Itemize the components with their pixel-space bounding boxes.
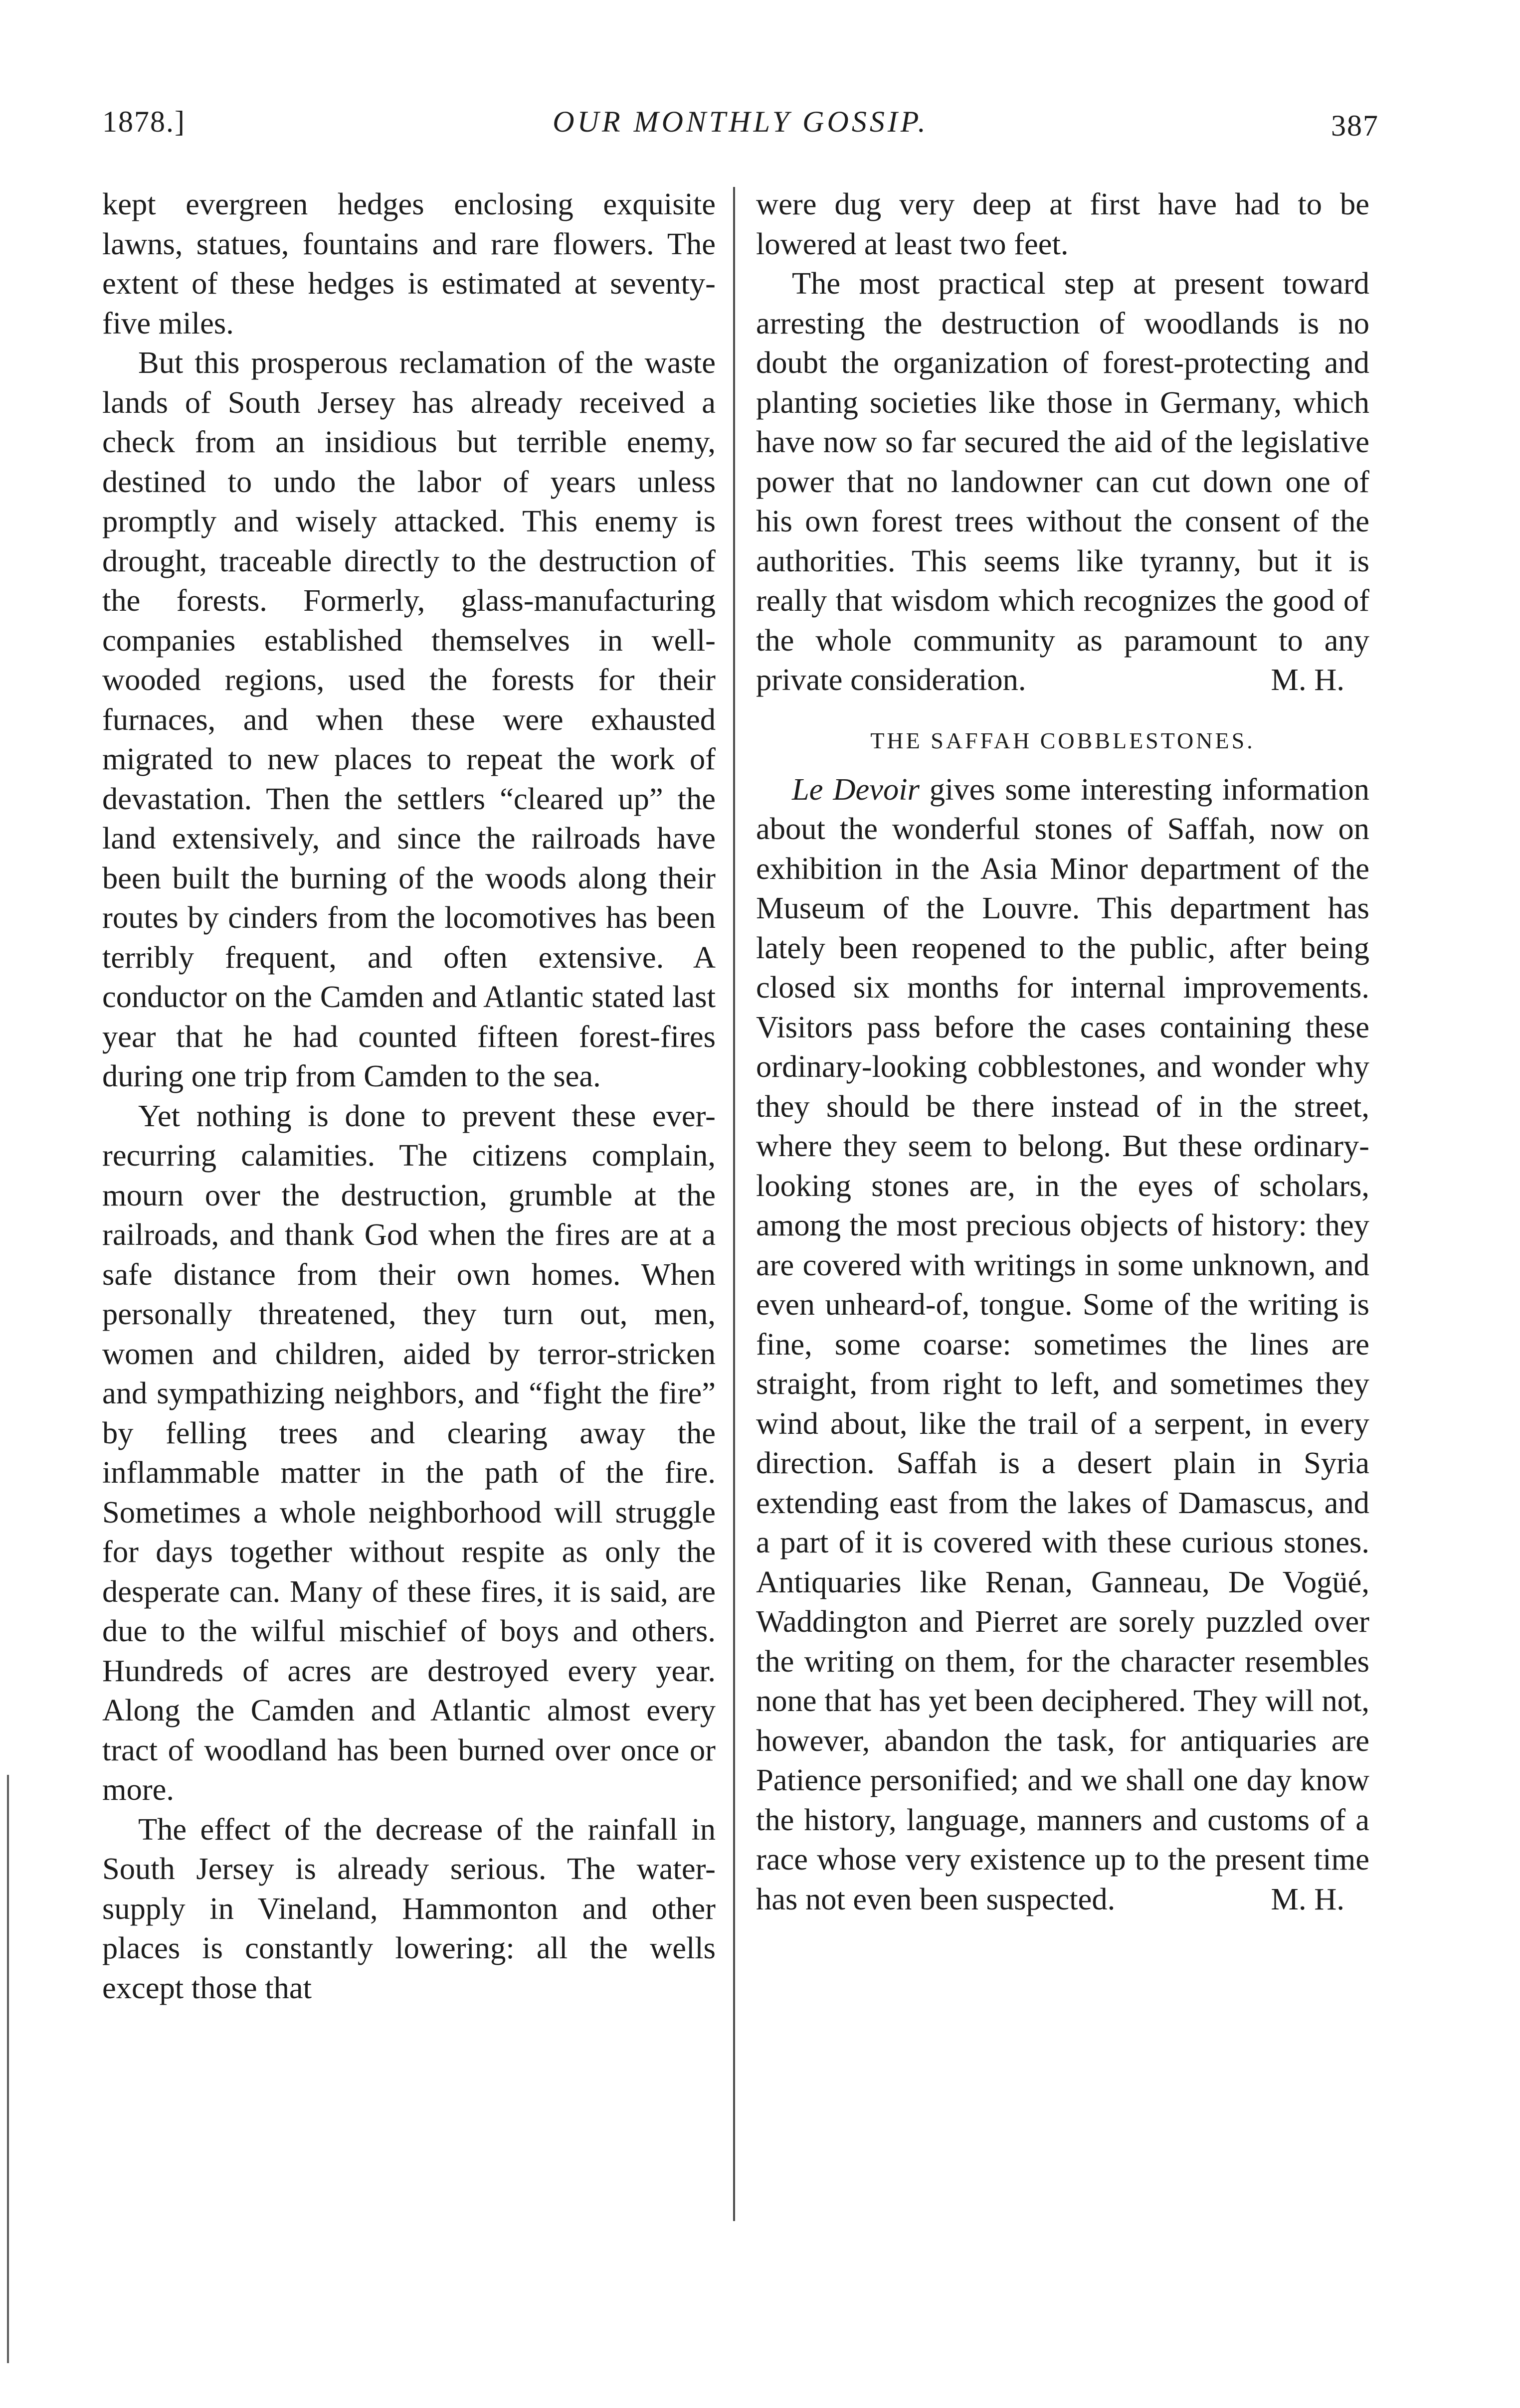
right-column xyxy=(756,184,1369,1919)
paragraph-continued: were dug very deep at first have had to be lowered at least two feet. xyxy=(756,186,1369,261)
paragraph-text: The most practical step at present toward arresting the destruction of woodlands is no doubt the organization of forest-protecting and planting societies like those in Germany, which have now so far secured the aid of the legislative power that no landowner can cut down one of his own forest trees without the consent of the authorities. This seems like tyranny, but it is really that wisdom which recognizes the good of the whole community as paramount to any private consideration. xyxy=(756,266,1369,697)
header-title: OUR MONTHLY GOSSIP. xyxy=(553,105,929,138)
left-column xyxy=(102,184,716,2008)
author-signature: M. H. xyxy=(1271,1881,1344,1916)
paragraph-text: gives some interesting information about the wonderful stones of Saffah, now on exhibition in the Asia Minor department of the Museum of the Louvre. This department has lately been reopened to the public, after being closed six months for internal improvements. Visitors pass before the cases containing these ordinary-looking cobblestones, and wonder why they should be there instead of in the street, where they seem to belong. But these ordinary-looking stones are, in the eyes of scholars, among the most precious objects of history: they are covered with writings in some unknown, and even unheard-of, tongue. Some of the writing is fine, some coarse: sometimes the lines are straight, from right to left, and sometimes they wind about, like the trail of a serpent, in every direction. Saffah is a desert plain in Syria extending east from the lakes of Damascus, and a part of it is covered with these curious stones. Antiquaries like Renan, Ganneau, De Vogüé, Waddington and Pierret are sorely puzzled over the writing on them, for the character resembles none that has yet been deciphered. They will not, however, abandon the task, for antiquaries are Patience personified; and we shall one day know the history, language, manners and customs of a race whose very existence up to the present time has not even been suspected. xyxy=(756,771,1369,1916)
publication-name: Le Devoir xyxy=(792,771,920,807)
paragraph: The effect of the decrease of the rainfall in South Jersey is already serious. The water-supply in Vineland, Hammonton and other places is constantly lowering: all the wells except those that xyxy=(102,1811,716,2005)
running-header xyxy=(102,105,1379,160)
paragraph-with-signature xyxy=(756,770,1369,1919)
column-divider xyxy=(733,187,735,2221)
section-heading: THE SAFFAH COBBLESTONES. xyxy=(870,727,1255,753)
binding-edge-line xyxy=(7,1775,9,2363)
paragraph-with-signature xyxy=(756,264,1369,700)
paragraph: But this prosperous reclamation of the waste lands of South Jersey has already received a check from an insidious but terrible enemy, destined to undo the labor of years unless promptly and wisely attacked. This enemy is drought, traceable directly to the destruction of the forests. Formerly, glass-manufacturing companies established themselves in well-wooded regions, used the forests for their furnaces, and when these were exhausted migrated to new places to repeat the work of devastation. Then the settlers “cleared up” the land extensively, and since the railroads have been built the burning of the woods along their routes by cinders from the locomotives has been terribly frequent, and often extensive. A conductor on the Camden and Atlantic stated last year that he had counted fifteen forest-fires during one trip from Camden to the sea. xyxy=(102,345,716,1093)
page-number: 387 xyxy=(1331,109,1379,142)
paragraph-continued: kept evergreen hedges enclosing exquisite lawns, statues, fountains and rare flowers. The extent of these hedges is estimated at seventy-five miles. xyxy=(102,186,716,341)
header-year: 1878.] xyxy=(102,105,186,138)
paragraph: Yet nothing is done to prevent these ever-recurring calamities. The citizens complain, mourn over the destruction, grumble at the railroads, and thank God when the fires are at a safe distance from their own homes. When personally threatened, they turn out, men, women and children, aided by terror-stricken and sympathizing neighbors, and “fight the fire” by felling trees and clearing away the inflammable matter in the path of the fire. Sometimes a whole neighborhood will struggle for days together without respite as only the desperate can. Many of these fires, it is said, are due to the wilful mischief of boys and others. Hundreds of acres are destroyed every year. Along the Camden and Atlantic almost every tract of woodland has been burned over once or more. xyxy=(102,1098,716,1807)
author-signature: M. H. xyxy=(1271,662,1344,697)
